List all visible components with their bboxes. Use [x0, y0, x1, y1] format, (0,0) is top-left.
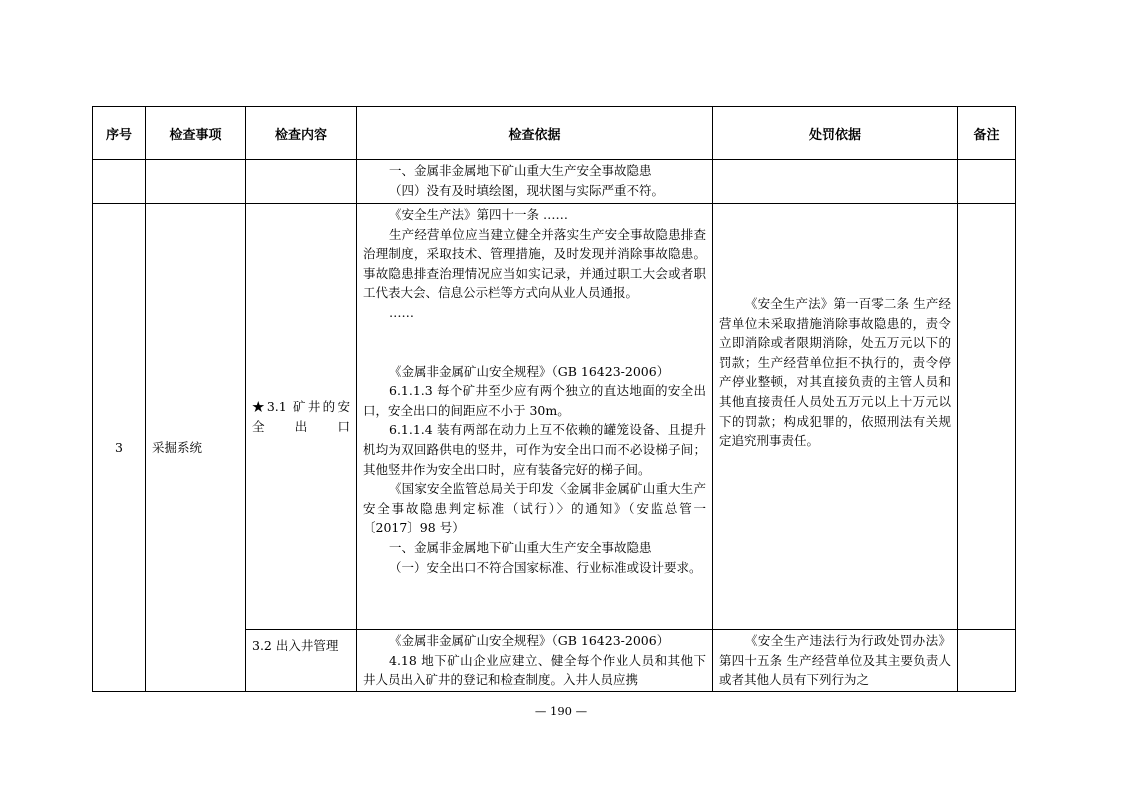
basis-text: 《金属非金属矿山安全规程》（GB 16423-2006）	[389, 363, 670, 379]
basis-text: 4.18 地下矿山企业应建立、健全每个作业人员和其他下井人员出入矿井的登记和检查制度。入井人员应携	[363, 652, 706, 688]
basis-cell	[357, 630, 713, 692]
item-name: 采掘系统	[152, 439, 203, 455]
penalty-text: 《安全生产法》第一百零二条 生产经营单位未采取措施消除事故隐患的，责令立即消除或者限期消除，处五万元以下的罚款；生产经营单位拒不执行的，责令停产停业整顿，对其直接负责的主管人员和其他直接责任人员处五万元以上十万元以下的罚款；构成犯罪的，依照刑法有关规定追究刑事责任。	[719, 296, 951, 449]
content-cell	[246, 204, 357, 630]
inspection-table	[92, 106, 1016, 692]
header-content: 检查内容	[246, 107, 357, 160]
penalty-text: 《安全生产违法行为行政处罚办法》第四十五条 生产经营单位及其主要负责人或者其他人员有下列行为之	[719, 633, 951, 688]
penalty-cell	[713, 204, 958, 630]
basis-cell	[357, 204, 713, 630]
continued-basis-cell	[357, 160, 713, 204]
header-remarks: 备注	[958, 107, 1016, 160]
seq-cell	[93, 204, 146, 692]
header-basis: 检查依据	[357, 107, 713, 160]
basis-text: 《国家安全监管总局关于印发〈金属非金属矿山重大生产安全事故隐患判定标准（试行）〉的通知》（安监总管一〔2017〕98 号）	[363, 481, 706, 536]
basis-text: 一、金属非金属地下矿山重大生产安全事故隐患	[389, 539, 652, 555]
header-penalty: 处罚依据	[713, 107, 958, 160]
basis-text: 生产经营单位应当建立健全并落实生产安全事故隐患排查治理制度，采取技术、管理措施，及时发现并消除事故隐患。事故隐患排查治理情况应当如实记录，并通过职工大会或者职工代表大会、信息公示栏等方式向从业人员通报。	[363, 226, 706, 301]
basis-text: 6.1.1.3 每个矿井至少应有两个独立的直达地面的安全出口，安全出口的间距应不小于 30m。	[363, 383, 706, 418]
table-header-row	[93, 107, 1016, 160]
item-cell	[146, 204, 246, 692]
table-row-3-1	[93, 204, 1016, 630]
continued-content-cell	[246, 160, 357, 204]
continued-remarks-cell	[958, 160, 1016, 204]
basis-text: （一）安全出口不符合国家标准、行业标准或设计要求。	[389, 559, 702, 575]
table-row-continued	[93, 160, 1016, 204]
continued-item-cell	[146, 160, 246, 204]
seq-number: 3	[115, 439, 123, 455]
basis-text: （四）没有及时填绘图，现状图与实际严重不符。	[389, 182, 665, 198]
page-number: — 190 —	[534, 704, 588, 718]
content-text: ★3.1 矿井的安全出口	[252, 398, 350, 434]
basis-text: 一、金属非金属地下矿山重大生产安全事故隐患	[389, 163, 652, 178]
remarks-cell	[958, 204, 1016, 630]
penalty-cell	[713, 630, 958, 692]
content-cell	[246, 630, 357, 692]
basis-text: 《安全生产法》第四十一条 ……	[389, 207, 568, 222]
remarks-cell	[958, 630, 1016, 692]
header-item: 检查事项	[146, 107, 246, 160]
basis-text: 《金属非金属矿山安全规程》（GB 16423-2006）	[389, 633, 670, 648]
content-text: 3.2 出入井管理	[252, 638, 339, 653]
continued-penalty-cell	[713, 160, 958, 204]
continued-seq-cell	[93, 160, 146, 204]
basis-text: ……	[389, 304, 414, 320]
header-seq: 序号	[93, 107, 146, 160]
basis-text: 6.1.1.4 装有两部在动力上互不依赖的罐笼设备、且提升机均为双回路供电的竖井，可作为安全出口而不必设梯子间；其他竖井作为安全出口时，应有装备完好的梯子间。	[363, 422, 706, 477]
